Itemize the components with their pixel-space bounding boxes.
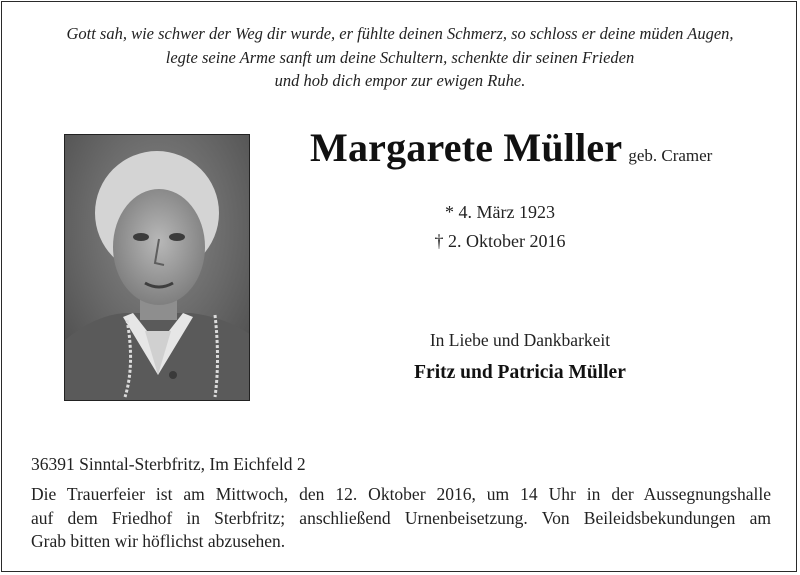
notice-line: auf dem Friedhof in Sterbfritz; anschließend Urnenbeisetzung. Von Beileidsbekundungen am	[31, 507, 771, 528]
birth-date: * 4. März 1923	[445, 202, 555, 222]
mourners-intro: In Liebe und Dankbarkeit	[429, 330, 611, 350]
maiden-name: geb. Cramer	[628, 146, 713, 165]
mourners-names: Fritz und Patricia Müller	[414, 362, 626, 383]
notice-line: Grab bitten wir höflichst abzusehen.	[31, 531, 286, 551]
verse-line: legte seine Arme sanft um deine Schultern, schenkte dir seinen Frieden	[165, 47, 635, 67]
portrait-photo	[64, 134, 250, 401]
deceased-name: Margarete Müller	[310, 125, 623, 170]
death-date: † 2. Oktober 2016	[434, 231, 566, 251]
funeral-notice	[31, 483, 771, 554]
notice-line: Die Trauerfeier ist am Mittwoch, den 12. Oktober 2016, um 14 Uhr in der Aussegnungshalle	[31, 484, 771, 504]
memorial-verse	[0, 22, 800, 93]
portrait-illustration	[65, 135, 250, 401]
deceased-name-line	[310, 124, 712, 171]
verse-line: Gott sah, wie schwer der Weg dir wurde, er fühlte deinen Schmerz, so schloss er deine müden Augen,	[66, 24, 734, 43]
address: 36391 Sinntal-Sterbfritz, Im Eichfeld 2	[31, 454, 306, 474]
verse-line: und hob dich empor zur ewigen Ruhe.	[274, 71, 526, 90]
